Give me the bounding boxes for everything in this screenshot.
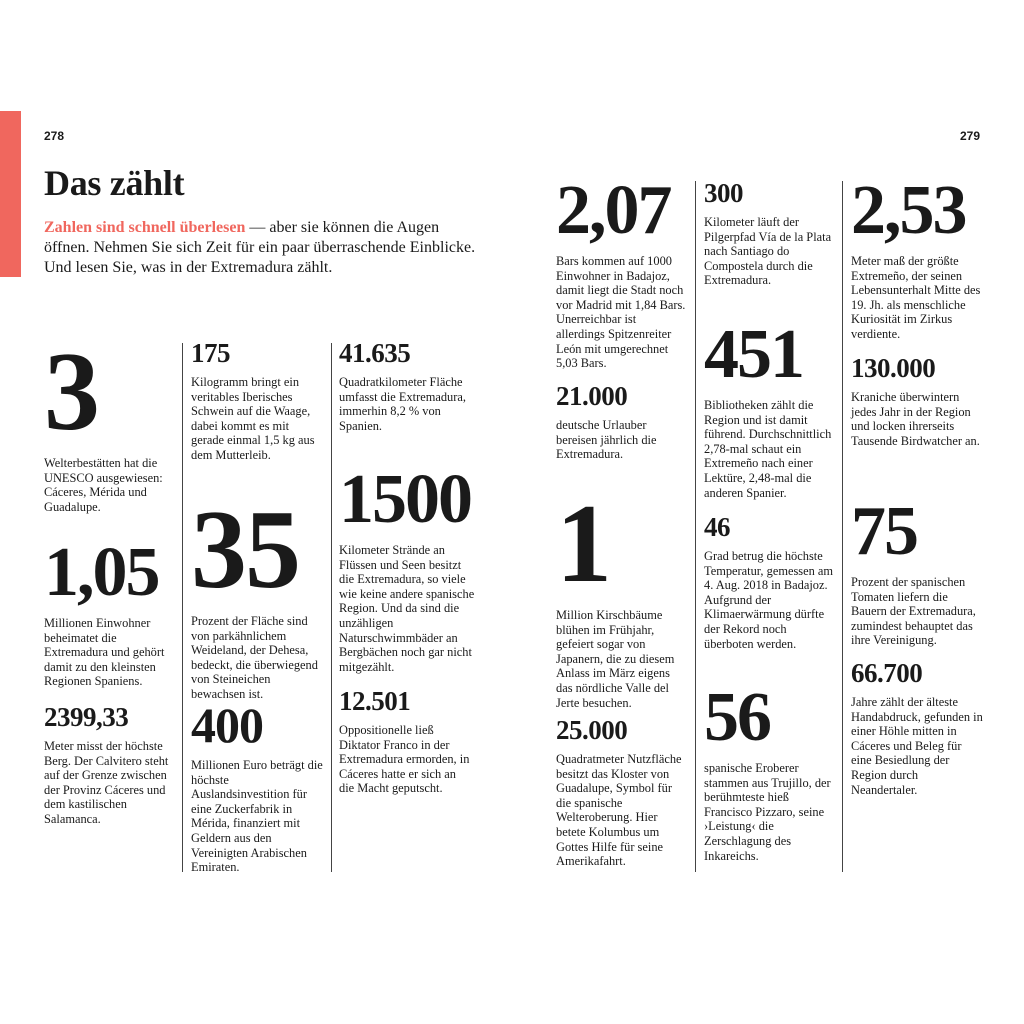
fact-number: 1 (556, 482, 610, 606)
fact-text: spanische Eroberer stammen aus Trujillo, der berühmteste hieß Francisco Pizzaro, seine ›Leistung‹ die Zerschlagung des Inkareichs. (704, 761, 831, 863)
fact-number: 46 (704, 512, 730, 542)
fact-text: Bibliotheken zählt die Region und ist damit führend. Durchschnittlich 2,78-mal schaut ein Extremeño nach einer Lektüre, 2,48-mal die anderen Spanier. (704, 398, 832, 500)
accent-bar (0, 111, 21, 277)
fact-text: Grad betrug die höchste Temperatur, gemessen am 4. Aug. 2018 in Badajoz. Aufgrund der Klimaerwärmung dürfte der Rekord noch überboten werden. (704, 549, 834, 651)
fact-number: 2399,33 (44, 702, 129, 732)
fact-number: 12.501 (339, 686, 411, 716)
fact-number: 175 (191, 338, 230, 368)
fact-item (191, 488, 325, 702)
fact-item (556, 717, 688, 869)
fact-item (44, 330, 176, 514)
fact-item (44, 534, 178, 689)
fact-text: Meter misst der höchste Berg. Der Calvitero steht auf der Grenze zwischen der Provinz Cáceres und dem kastilischen Salamanca. (44, 739, 169, 826)
page-title: Das zählt (44, 163, 185, 203)
fact-item (704, 180, 834, 288)
fact-item (851, 172, 983, 342)
fact-number: 3 (44, 330, 98, 454)
fact-text: Bars kommen auf 1000 Einwohner in Badajoz, damit liegt die Stadt noch vor Madrid mit 1,84 Bars. Unerreichbar ist allerdings Spitzenreiter León mit umgerechnet 5,03 Bars. (556, 254, 686, 371)
fact-item (339, 688, 473, 796)
intro-text: — aber sie können die Augen öffnen. Nehmen Sie sich Zeit für ein paar überraschende Einblicke. Und lesen Sie, was in der Extremadura zählt. (44, 219, 476, 276)
fact-item (339, 461, 475, 674)
fact-item (851, 355, 983, 448)
fact-text: Kilometer läuft der Pilgerpfad Vía de la Plata nach Santiago do Compostela durch die Extremadura. (704, 215, 832, 288)
fact-number: 2,07 (556, 172, 671, 249)
fact-item (704, 679, 834, 863)
page-number-left: 278 (44, 129, 65, 143)
fact-text: Prozent der Fläche sind von parkähnlichem Weideland, der Dehesa, bedeckt, die überwiegend von Steineichen bewachsen ist. (191, 614, 318, 701)
column-divider (695, 181, 696, 872)
intro-paragraph (44, 218, 484, 278)
fact-number: 1,05 (44, 534, 159, 611)
fact-text: Kraniche überwintern jedes Jahr in der Region und locken ihrerseits Tausende Birdwatcher an. (851, 390, 980, 448)
column-divider (182, 343, 183, 872)
fact-text: Prozent der spanischen Tomaten liefern die Bauern der Extremadura, zumindest behauptet das ihre Vereinigung. (851, 575, 976, 648)
fact-number: 21.000 (556, 381, 628, 411)
fact-text: deutsche Urlauber bereisen jährlich die Extremadura. (556, 418, 657, 462)
fact-text: Meter maß der größte Extremeño, der seinen Lebensunterhalt Mitte des 19. Jh. als menschliche Kuriosität im Zirkus verdiente. (851, 254, 981, 341)
page-number-right: 279 (960, 129, 981, 143)
fact-number: 35 (191, 488, 299, 612)
fact-number: 130.000 (851, 353, 936, 383)
fact-item (191, 697, 325, 875)
fact-number: 300 (704, 178, 743, 208)
fact-number: 75 (851, 493, 917, 570)
fact-item (556, 482, 688, 710)
fact-item (704, 514, 834, 651)
fact-text: Millionen Euro beträgt die höchste Auslandsinvestition für eine Zuckerfabrik in Mérida, finanziert mit Geldern aus den Vereinigten Arabischen Emiraten. (191, 758, 323, 875)
fact-number: 25.000 (556, 715, 628, 745)
fact-number: 400 (191, 697, 263, 753)
fact-number: 2,53 (851, 172, 966, 249)
fact-number: 56 (704, 679, 770, 756)
fact-text: Quadratkilometer Fläche umfasst die Extremadura, immerhin 8,2 % von Spanien. (339, 375, 466, 433)
column-divider (331, 343, 332, 872)
intro-highlight: Zahlen sind schnell überlesen (44, 219, 246, 236)
fact-text: Millionen Einwohner beheimatet die Extremadura und gehört damit zu den kleinsten Regionen Spaniens. (44, 616, 165, 689)
fact-text: Jahre zählt der älteste Handabdruck, gefunden in einer Höhle mitten in Cáceres und Beleg für eine Besiedlung der Region durch Neandertaler. (851, 695, 983, 797)
column-divider (842, 181, 843, 872)
fact-text: Kilogramm bringt ein veritables Iberisches Schwein auf die Waage, dabei kommt es mit gerade einmal 1,5 kg aus dem Mutterleib. (191, 375, 315, 462)
fact-item (556, 383, 688, 462)
fact-text: Quadratmeter Nutzfläche besitzt das Kloster von Guadalupe, Symbol für die spanische Welteroberung. Hier betete Kolumbus um Gottes Hilfe für seine Amerikafahrt. (556, 752, 682, 869)
fact-text: Million Kirschbäume blühen im Frühjahr, gefeiert sogar von Japanern, die zu diesem Anlass im März eigens das nördliche Valle del Jerte besuchen. (556, 608, 675, 710)
fact-number: 1500 (339, 461, 471, 538)
fact-item (851, 493, 983, 648)
fact-item (556, 172, 688, 371)
fact-number: 66.700 (851, 658, 923, 688)
fact-text: Welterbestätten hat die UNESCO ausgewiesen: Cáceres, Mérida und Guadalupe. (44, 456, 163, 514)
fact-text: Oppositionelle ließ Diktator Franco in der Extremadura ermorden, in Cáceres hatte er sich an die Macht geputscht. (339, 723, 470, 796)
fact-item (851, 660, 983, 797)
fact-number: 41.635 (339, 338, 411, 368)
fact-item (191, 340, 323, 463)
fact-number: 451 (704, 316, 803, 393)
fact-text: Kilometer Strände an Flüssen und Seen besitzt die Extremadura, so viele wie keine andere spanische Region. Und da sind die unzähligen Naturschwimmbäder an Bergbächen noch gar nicht mitgezählt. (339, 543, 475, 674)
fact-item (704, 316, 834, 500)
fact-item (44, 704, 178, 827)
fact-item (339, 340, 473, 433)
